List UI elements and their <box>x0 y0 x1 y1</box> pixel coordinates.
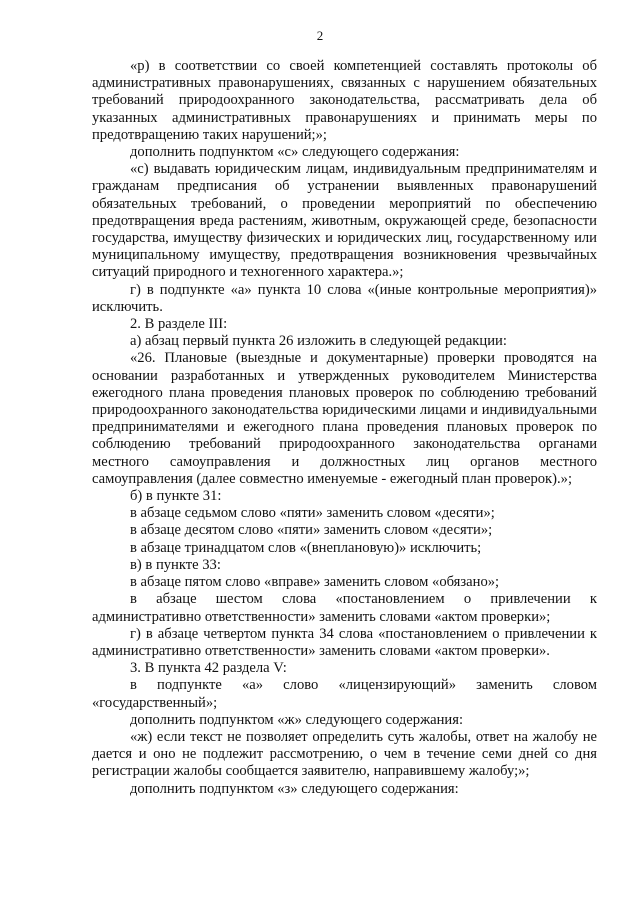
paragraph-42-a: в подпункте «а» слово «лицензирующий» заменить словом «государственный»; <box>92 677 597 711</box>
paragraph-31-13: в абзаце тринадцатом слов «(внеплановую)» исключить; <box>130 539 482 556</box>
document-body <box>92 58 597 798</box>
paragraph-33-6: в абзаце шестом слова «постановлением о привлечении к административно ответственности» заменить словами «актом проверки»; <box>92 591 597 625</box>
paragraph-a-26: а) абзац первый пункта 26 изложить в следующей редакции: <box>130 333 507 350</box>
paragraph-r: «р) в соответствии со своей компетенцией составлять протоколы об административных правонарушениях, связанных с нарушением обязательных требований природоохранного законодательства, рассматривать дела об указанных административных правонарушениях и принимать меры по предотвращению таких нарушений;»; <box>92 58 597 143</box>
paragraph-add-s: дополнить подпунктом «с» следующего содержания: <box>130 144 460 161</box>
paragraph-b-31: б) в пункте 31: <box>130 488 222 505</box>
paragraph-s: «с) выдавать юридическим лицам, индивидуальным предпринимателям и гражданам предписания об устранении выявленных правонарушений обязательных требований, о проведении мероприятий по обеспечению предотвращения вреда растениям, животным, окружающей среде, безопасности государства, имуществу физических и юридических лиц, государственному или муниципальному имуществу, предотвращения возникновения чрезвычайных ситуаций природного и техногенного характера.»; <box>92 161 597 281</box>
paragraph-section-5: 3. В пункта 42 раздела V: <box>130 660 287 677</box>
paragraph-26-text: «26. Плановые (выездные и документарные) проверки проводятся на основании разработанных и утвержденных руководителем Министерства ежегодного плана проведения плановых проверок по соблюдению требований природоохранного законодательства юридическими лицами и индивидуальными предпринимателями и ежегодного плана проведения плановых проверок по соблюдению требований природоохранного законодательства органами местного самоуправления и должностных лиц органов местного самоуправления (далее совместно именуемые - ежегодный план проверок).»; <box>92 350 597 487</box>
paragraph-add-zh: дополнить подпунктом «ж» следующего содержания: <box>130 711 464 728</box>
paragraph-31-7: в абзаце седьмом слово «пяти» заменить словом «десяти»; <box>130 505 495 522</box>
paragraph-section-3: 2. В разделе III: <box>130 316 228 333</box>
paragraph-31-10: в абзаце десятом слово «пяти» заменить словом «десяти»; <box>130 522 493 539</box>
page-number: 2 <box>316 28 324 43</box>
paragraph-33-5: в абзаце пятом слово «вправе» заменить словом «обязано»; <box>130 574 500 591</box>
paragraph-add-z: дополнить подпунктом «з» следующего содержания: <box>130 780 459 797</box>
paragraph-zh: «ж) если текст не позволяет определить суть жалобы, ответ на жалобу не дается и оно не подлежит рассмотрению, о чем в течение семи дней со дня регистрации жалобы сообщается заявителю, направившему жалобу;»; <box>92 728 597 780</box>
paragraph-g-34: г) в абзаце четвертом пункта 34 слова «постановлением о привлечении к административно ответственности» заменить словами «актом проверки». <box>92 625 597 659</box>
paragraph-v-33: в) в пункте 33: <box>130 556 221 573</box>
paragraph-g-10: г) в подпункте «а» пункта 10 слова «(иные контрольные мероприятия)» исключить. <box>92 281 597 315</box>
